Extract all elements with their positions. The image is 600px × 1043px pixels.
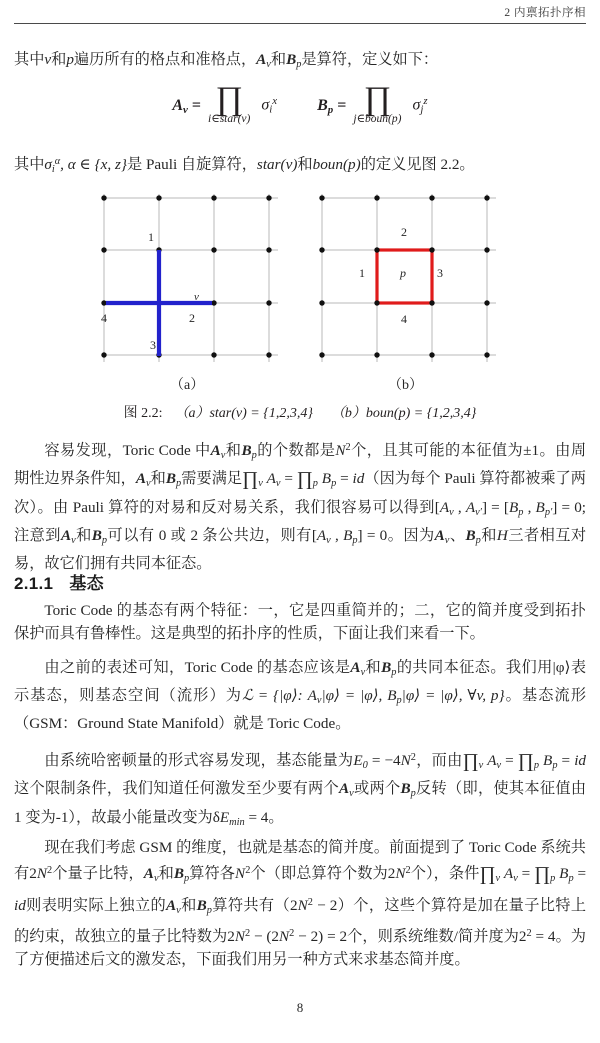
display-equation-operators [0, 81, 600, 126]
equation-a-lhs: $A_v$ = [172, 97, 201, 117]
p6-energy-formula: $E_0 = -4N^2$ [353, 752, 416, 772]
p6-seg-i: 反转（即，使其本征值由 1 变为-1），故最小能量改变为 [14, 780, 587, 826]
panel-a-edge-label-4: 4 [101, 311, 107, 325]
product-operator-a [207, 81, 251, 126]
paragraph-eigenvalues-commutation: 容易发现，Toric Code 中$A_v$和$B_p$的个数都是$N^2$个，且其可能的本征值为±1。由周期性边界条件知，$A_v$和$B_p$需要满足$\prod_v$ $A_v$ = $\prod_p$ $B_p = id$（因为每个 Pauli 算符都被乘了两次）。由 Pauli 算符的对易和反对易关系，我们很容易可以得到[$A_v$ , $A_{v'}] = [B_p$ , $B_{p'}] = 0$;注意到$A_v$和$B_p$可以有 0 或 2 条公共边，则有[$A_v$ , $B_p] = 0$。因为$A_v$、$B_p$和H三者相互对易，故它们拥有共同本征态。 [14, 442, 587, 572]
p1-operator-b-sub: p [296, 58, 302, 70]
p5-cond-2: |φ⟩ = |φ⟩, ∀v, p} [401, 687, 505, 705]
section-title: 基态 [69, 574, 104, 593]
paragraph-gsm-dimension: 现在我们考虑 GSM 的维度，也就是基态的简并度。前面提到了 Toric Code 系统共有$2N^2$个量子比特，$A_v$和$B_p$算符各$N^2$个（即总算符个数为$2N^2$个），条件$\prod_v$ $A_v$ = $\prod_p$ $B_p$ = id则表明实际上独立的$A_v$和$B_p$算符共有$(2N^2 - 2)$个，这些个算符是加在量子比特上的约束，故独立的量子比特数为$2N^2 - (2N^2 - 2) = 2$个，则系统维数/简并度为$2^2 = 4$。为了方便描述后文的激发态，下面我们用另一种方式来求基态简并度。 [14, 839, 587, 969]
p2-star-v: star(v) [256, 156, 298, 174]
p7-seg-e: 和 [158, 865, 174, 883]
p3-seg-l: 、 [449, 526, 466, 544]
header-rule [14, 23, 586, 24]
p6-constraint: $\prod_v$ $A_v$ = $\prod_p$ $B_p$ = id [462, 751, 587, 773]
p6-seg-k: 。 [268, 808, 284, 826]
p2-sigma-sup: α [54, 156, 61, 167]
panel-a-edge-label-2: 2 [189, 311, 195, 325]
p6-delta-e: $\delta E_{min} = 4$ [212, 808, 269, 828]
paragraph-groundstate-features: Toric Code 的基态有两个特征：一，它是四重简并的；二，它的简并度受到拓扑保护而具有鲁棒性。这是典型的拓扑序的性质，下面让我们来看一下。 [14, 602, 586, 643]
figure-2-2 [0, 190, 600, 421]
p7-constraint: $\prod_v$ $A_v$ = $\prod_p$ $B_p$ = id [14, 864, 587, 914]
p7-qubits: $2N^2$ [29, 865, 53, 883]
p1-var-p: p [66, 51, 74, 68]
equation-term-a [172, 81, 278, 126]
p3-seg-n: 三者相互对易，故它们拥有共同本征态。 [14, 526, 587, 572]
p2-text-before: 其中 [14, 156, 45, 174]
paragraph-energy-gap: 由系统哈密顿量的形式容易发现，基态能量为$E_0 = -4N^2$，而由$\prod_v$ $A_v$ = $\prod_p$ $B_p$ = id这个限制条件，我们知道任何激发至少要有两个$A_v$或两个$B_p$反转（即，使其本征值由 1 变为-1），故最小能量改变为$\delta E_{min} = 4$。 [14, 751, 587, 828]
figure-caption-number: 图 2.2: [123, 406, 163, 421]
p1-text-mid1: 和 [51, 51, 67, 68]
running-header [14, 4, 586, 26]
p5-seg-b: 和 [365, 659, 382, 676]
p5-seg-a: 由之前的表述可知，Toric Code 的基态应该是 [44, 659, 351, 676]
p3-commutator-2: [$A_v$ , $B_p] = 0$。 [311, 526, 404, 546]
p3-seg-m: 和 [480, 526, 497, 544]
equation-b-sigma: $\sigma_j^z$ [412, 95, 428, 116]
p1-var-v: v [44, 51, 52, 68]
figure-caption-part-a: （a）star(v) = {1,2,3,4} [174, 406, 313, 421]
panel-b-edge-label-2: 2 [401, 225, 407, 239]
p2-sigma: σ [44, 156, 52, 174]
p7-seg-k: 个），条件 [410, 865, 480, 883]
p7-seg-g: 算符各 [189, 865, 236, 883]
p3-commutator-1: [$A_v$ , $A_{v'}] = [B_p$ , $B_{p'}] = 0$; [434, 498, 587, 518]
header-chapter-title: 2 内禀拓扑序相 [504, 7, 586, 19]
panel-a-vertex-label-v: v [194, 291, 199, 303]
figure-caption-part-b: （b）boun(p) = {1,2,3,4} [330, 406, 477, 421]
lattice-vertex-dots [101, 195, 271, 357]
p7-seg-q: 算符共有（ [211, 896, 291, 914]
p3-seg-h: 注意到 [14, 526, 61, 544]
p5-seg-c: 的共同本征态。我们用|φ⟩表示基态，则基态空间（流形）为 [14, 659, 587, 705]
equation-b-lhs: $B_p$ = [317, 97, 347, 117]
paragraph-pauli-definition [14, 150, 586, 181]
figure-panels-row [0, 190, 600, 393]
panel-b-edge-label-3: 3 [437, 266, 443, 280]
p7-seg-c: 个量子比特， [52, 865, 144, 883]
p6-seg-a: 由系统哈密顿量的形式容易发现，基态能量为 [44, 752, 354, 770]
p3-seg-c: 的个数都是 [256, 442, 336, 460]
p1-operator-a-sub: v [266, 58, 271, 70]
panel-b-edge-label-4: 4 [401, 312, 407, 326]
p1-text-end: 是算符，定义如下： [301, 51, 439, 68]
p3-seg-d: 个，且其可能的本征值为±1。由周期性边界条件知， [14, 442, 587, 488]
p1-operator-b: B [286, 51, 297, 68]
p3-prod-icon: ∏ [296, 469, 313, 491]
p2-text-end: 的定义见图 2.2。 [360, 156, 475, 174]
panel-b-tag: （b） [388, 378, 423, 393]
p7-indep-qubits: $2N^2 - (2N^2 - 2) = 2$ [227, 927, 348, 946]
paragraph-groundstate-manifold: 由之前的表述可知，Toric Code 的基态应该是$A_v$和$B_p$的共同本征态。我们用|φ⟩表示基态，则基态空间（流形）为ℒ = {|φ⟩: $A_v|\varphi⟩$ = |φ⟩, $B_p|\varphi⟩$ = |φ⟩, ∀v, p}。基态流形（GSM：Ground State Manifold）就是 Toric Code。 [14, 659, 587, 733]
p2-boun-p: boun(p) [312, 156, 361, 174]
p7-seg-u: 个，则系统维数/简并度为 [347, 928, 519, 946]
p7-degeneracy: $2^2 = 4$ [518, 927, 556, 946]
p7-indep-ops: $2N^2 - 2$ [290, 896, 338, 914]
p1-text-mid2: 遍历所有的格点和准格点， [73, 51, 257, 68]
section-number: 2.1.1 [14, 574, 54, 593]
product-operator-b [353, 81, 402, 126]
p2-sigma-sub: i [51, 164, 55, 176]
lattice-diagram-plaquette [314, 190, 504, 366]
p5-manifold-open: ℒ = {|φ⟩: [242, 687, 308, 705]
page-number: 8 [296, 1000, 304, 1015]
panel-b-plaquette-label-p: p [400, 266, 406, 280]
p1-text-mid3: 和 [270, 51, 287, 68]
p3-seg-g: （因为每个 Pauli 算符都被乘了两次）。由 Pauli 算符的对易和反对易关系，我们很容易可以得到 [14, 470, 586, 516]
p2-text-mid: 是 Pauli 自旋算符， [126, 156, 257, 174]
p5-seg-g: 。基态流形（GSM：Ground State Manifold）就是 Toric Code。 [14, 687, 587, 733]
p3-seg-f: 需要满足 [181, 470, 243, 488]
p7-seg-i: 个（即总算符个数为 [250, 865, 388, 883]
p3-seg-b: 和 [225, 442, 242, 460]
p3-seg-j: 可以有 0 或 2 条公共边，则有 [107, 526, 312, 544]
p3-prod-icon: ∏ [242, 469, 259, 491]
p6-seg-g: 或两个 [353, 780, 401, 798]
product-glyph-icon: ∏ [215, 81, 243, 117]
panel-b-edge-label-1: 1 [359, 266, 365, 280]
paragraph-intro-operators [14, 48, 586, 76]
equation-a-sigma: $\sigma_i^x$ [261, 95, 278, 116]
p7-seg-s: ）个，这些个算符是加在量子比特上的约束，故独立的量子比特数为 [14, 896, 587, 946]
p2-text-mid2: 和 [297, 156, 313, 174]
star-cross-highlight [106, 250, 212, 356]
product-a-limit: i∈star(v) [207, 113, 251, 126]
p6-seg-e: 这个限制条件，我们知道任何激发至少要有两个 [14, 780, 339, 798]
lattice-diagram-star [96, 190, 286, 366]
p1-text-before: 其中 [14, 51, 45, 68]
p3-seg-i: 和 [75, 526, 92, 544]
section-heading-2-1-1 [14, 569, 104, 594]
p7-seg-o: 和 [180, 896, 197, 914]
p1-operator-a: A [256, 51, 267, 68]
panel-a-tag: （a） [170, 378, 205, 393]
p7-seg-a: 现在我们考虑 GSM 的维度，也就是基态的简并度。前面提到了 Toric Code 系统共有 [14, 839, 586, 883]
p7-total-ops: $2N^2$ [387, 865, 411, 883]
product-b-limit: j∈boun(p) [353, 113, 402, 126]
p2-alpha-set: , α ∈ {x, z} [60, 156, 127, 174]
p7-seg-m: 则表明实际上独立的 [25, 896, 167, 914]
p3-seg-a: 容易发现，Toric Code 中 [44, 442, 211, 460]
equation-term-b [317, 81, 428, 126]
panel-a-edge-label-3: 3 [150, 338, 156, 352]
product-glyph-icon: ∏ [363, 81, 391, 117]
panel-a-edge-label-1: 1 [148, 230, 154, 244]
p3-seg-k: 因为 [403, 526, 435, 544]
p6-seg-c: ，而由 [415, 752, 463, 770]
figure-caption [0, 402, 600, 422]
p5-cond-1: |φ⟩ = |φ⟩, [321, 687, 388, 705]
p3-seg-e: 和 [150, 470, 166, 488]
p7-seg-w: 。为了方便描述后文的激发态，下面我们用另一种方式来求基态简并度。 [14, 928, 586, 969]
